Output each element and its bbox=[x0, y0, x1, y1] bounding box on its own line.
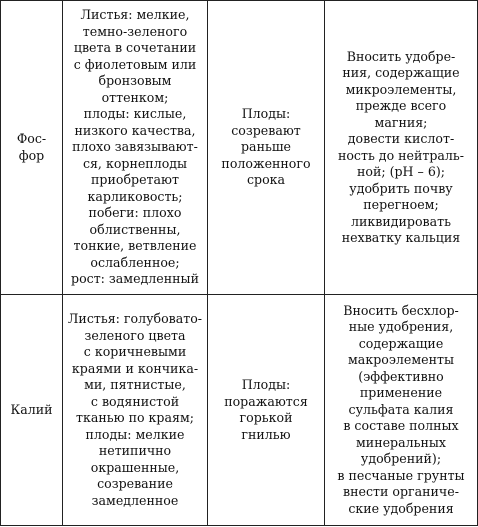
element-cell bbox=[1, 295, 63, 526]
remedy-cell bbox=[325, 295, 478, 526]
fruits-text: Плоды: созревают раньше положенного срока bbox=[221, 106, 311, 188]
symptoms-text: Листья: голубовато- зеленого цвета с коричневыми краями и кончика- ми, пятнистые, с водянистой тканью по краям; плоды: мелкие нетипично окрашенные, созревание замедленное bbox=[67, 311, 203, 508]
fruits-cell bbox=[208, 1, 325, 295]
fruits-text: Плоды: поражаются горькой гнилью bbox=[224, 377, 308, 442]
fruits-cell bbox=[208, 295, 325, 526]
remedy-text: Вносить бесхлор- ные удобрения, содержащие макроэлементы (эффективно применение сульфата калия в составе полных минеральных удобрений); в песчаные грунты внести органиче- ские удобрения bbox=[337, 302, 465, 516]
symptoms-cell bbox=[63, 1, 208, 295]
remedy-cell bbox=[325, 1, 478, 295]
element-cell bbox=[1, 1, 63, 295]
remedy-text: Вносить удобре- ния, содержащие микроэлементы, прежде всего магния; довести кислот- ность до нейтраль- ной; (pH – 6); удобрить почву перегноем; ликвидировать нехватку кальция bbox=[337, 48, 465, 245]
symptoms-text: Листья: мелкие, темно-зеленого цвета в сочетании с фиолетовым или бронзовым оттенком; плоды: кислые, низкого качества, плохо завязывают- ся, корнеплоды приобретают карликовость; побеги: плохо облиственны, тонкие, ветвление ослабленное; рост: замедленный bbox=[71, 7, 199, 287]
element-name: Калий bbox=[10, 401, 53, 417]
table-row-potassium bbox=[1, 295, 478, 526]
element-name: Фос- фор bbox=[16, 131, 47, 163]
table-row-phosphorus bbox=[1, 1, 478, 295]
symptoms-cell bbox=[63, 295, 208, 526]
